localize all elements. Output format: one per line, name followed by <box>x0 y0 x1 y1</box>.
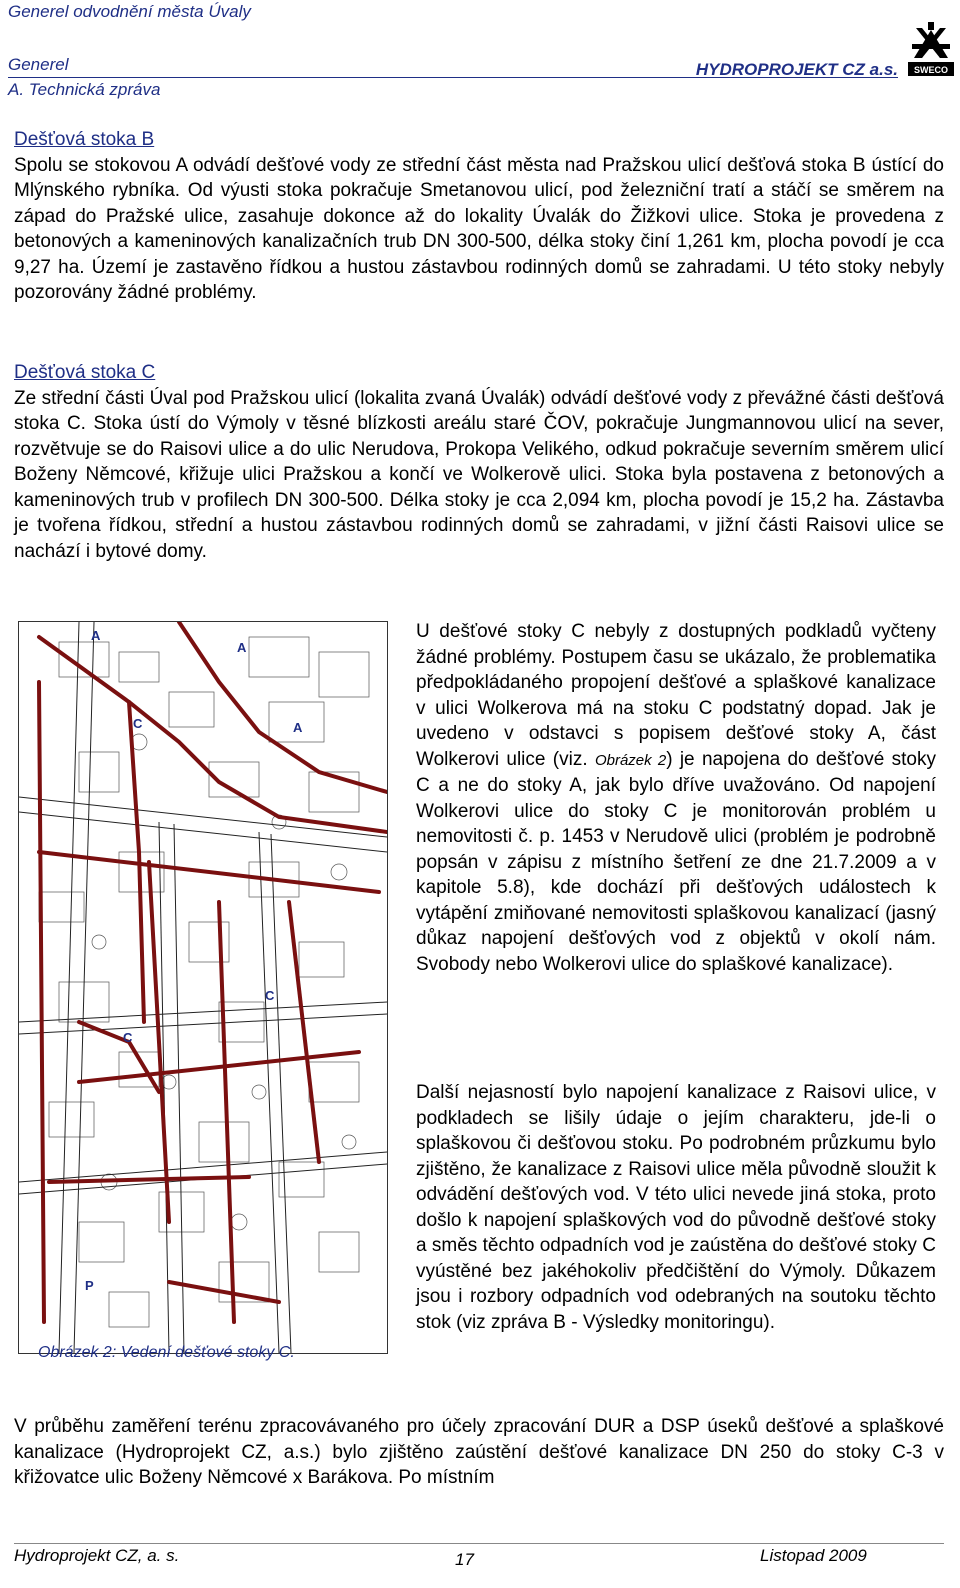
map-label-c3: C <box>123 1030 133 1045</box>
final-paragraph: V průběhu zaměření terénu zpracovávaného pro účely zpracování DUR a DSP úseků dešťové a splaškové kanalizace (Hydroprojekt CZ, a.s.) bylo zjištěno zaústění dešťové kanalizace DN 250 do stoky C-3 v křižovatce ulic Boženy Němcové x Barákova. Po místním <box>14 1416 944 1488</box>
side1-text-after: ) je napojena do dešťové stoky C a ne do stoky A, jak bylo dříve uvažováno. Od napojení Wolkerovi ulice do stoky C je monitorován problém u nemovitosti č. p. 1453 v Nerudově ulici (problém je podrobně popsán v zápisu z místního šetření ze dne 21.7.2009 a v kapitole 5.8), kde dochází při dešťových událostech k vytápění zmiňované nemovitosti splaškovou kanalizací (jasný důkaz napojení dešťových vod z objektů v okolí nám. Svobody nebo Wolkerovi ulice do splaškové kanalizace). <box>416 748 936 975</box>
side-paragraph-2: Další nejasností bylo napojení kanalizace z Raisovi ulice, v podkladech se lišily údaje o jejím charakteru, jde-li o splaškovou či dešťovou stoku. Po podrobném průzkumu bylo zjištěno, že kanalizace z Raisovi ulice měla původně sloužit k odvádění dešťových vod. V této ulici nevede jiná stoka, proto došlo k napojení splaškových vod do původně dešťové stoky a směs těchto odpadních vod je zaústěna do dešťové stoky C vyústěné bez jakéhokoliv předčištění do Výmoly. Důkazem jsou i rozbory odpadních vod odebraných na soutoku těchto stok (viz zpráva B - Výsledky monitoringu). <box>416 1082 936 1333</box>
map-label-c1: C <box>133 716 143 731</box>
footer-divider <box>14 1543 944 1544</box>
paragraph-stoka-c: Ze střední části Úval pod Pražskou ulicí (lokalita zvaná Úvalák) odvádí dešťové vody z převážné části dešťová stoka C. Stoka ústí do Výmoly v těsné blízkosti areálu staré ČOV, pokračuje Jungmannovou ulicí na sever, rozvětvuje se do Raisovi ulice a do ulic Nerudova, Prokopa Velikého, odkud pokračuje severním směrem ulicí Boženy Němcové, křižuje ulici Pražskou a končí ve Wolkerově ulici. Stoka byla postavena z betonových a kameninových trub v profilech DN 300-500. Délka stoky je cca 2,094 km, plocha povodí je 15,2 ha. Zástavba je tvořena řídkou, střední a hustou zástavbou rodinných domů se zahradami, v jižní části Raisovi ulice se nachází i bytové domy. <box>14 387 944 562</box>
map-label-c2: C <box>265 988 275 1003</box>
paragraph-stoka-b: Spolu se stokovou A odvádí dešťové vody ze střední část města nad Pražskou ulicí dešťová stoka B ústící do Mlýnského rybníka. Od výusti stoka pokračuje Smetanovou ulicí, pod železniční tratí a stáčí se směrem na západ do Pražské ulice, zasahuje dokonce až do lokality Úvalák do Žižkovi ulice. Stoka je provedena z betonových a kameninových kanalizačních trub DN 300-500, délka stoky činí 1,261 km, plocha povodí je cca 9,27 ha. Území je zastavěno řídkou a hustou zástavbou rodinných domů se zahradami. U této stoky nebyly pozorovány žádné problémy. <box>14 154 944 303</box>
sweco-logo <box>908 20 954 80</box>
header-generel: Generel <box>8 55 69 74</box>
map-label-p: P <box>85 1278 94 1293</box>
figure-reference: Obrázek 2 <box>594 751 667 769</box>
section-stoka-b <box>14 127 944 306</box>
header-section: A. Technická zpráva <box>8 80 161 99</box>
section-stoka-c <box>14 360 944 564</box>
document-title: Generel odvodnění města Úvaly <box>8 2 251 21</box>
map-figure <box>18 621 388 1354</box>
map-label-a2: A <box>237 640 247 655</box>
map-label-a3: A <box>293 720 303 735</box>
header-company: HYDROPROJEKT CZ a.s. <box>695 60 898 79</box>
page-number: 17 <box>455 1550 474 1569</box>
map-label-a1: A <box>91 628 101 643</box>
side-paragraph-1 <box>416 619 936 977</box>
heading-stoka-c: Dešťová stoka C <box>14 362 156 383</box>
figure-caption: Obrázek 2: Vedení dešťové stoky C. <box>38 1344 295 1361</box>
logo-text: SWECO <box>913 65 949 75</box>
footer-company: Hydroprojekt CZ, a. s. <box>14 1546 180 1565</box>
side1-text-before: U dešťové stoky C nebyly z dostupných podkladů vyčteny žádné problémy. Postupem času se ukázalo, že problematika předpokládaného propojení dešťové a splaškové kanalizace v ulici Wolkerova má na stoku C podstatný dopad. Jak je uvedeno v odstavci s popisem dešťové stoky A, část Wolkerovi ulice (viz. <box>416 621 936 770</box>
heading-stoka-b: Dešťová stoka B <box>14 129 155 150</box>
footer-date: Listopad 2009 <box>760 1546 867 1565</box>
